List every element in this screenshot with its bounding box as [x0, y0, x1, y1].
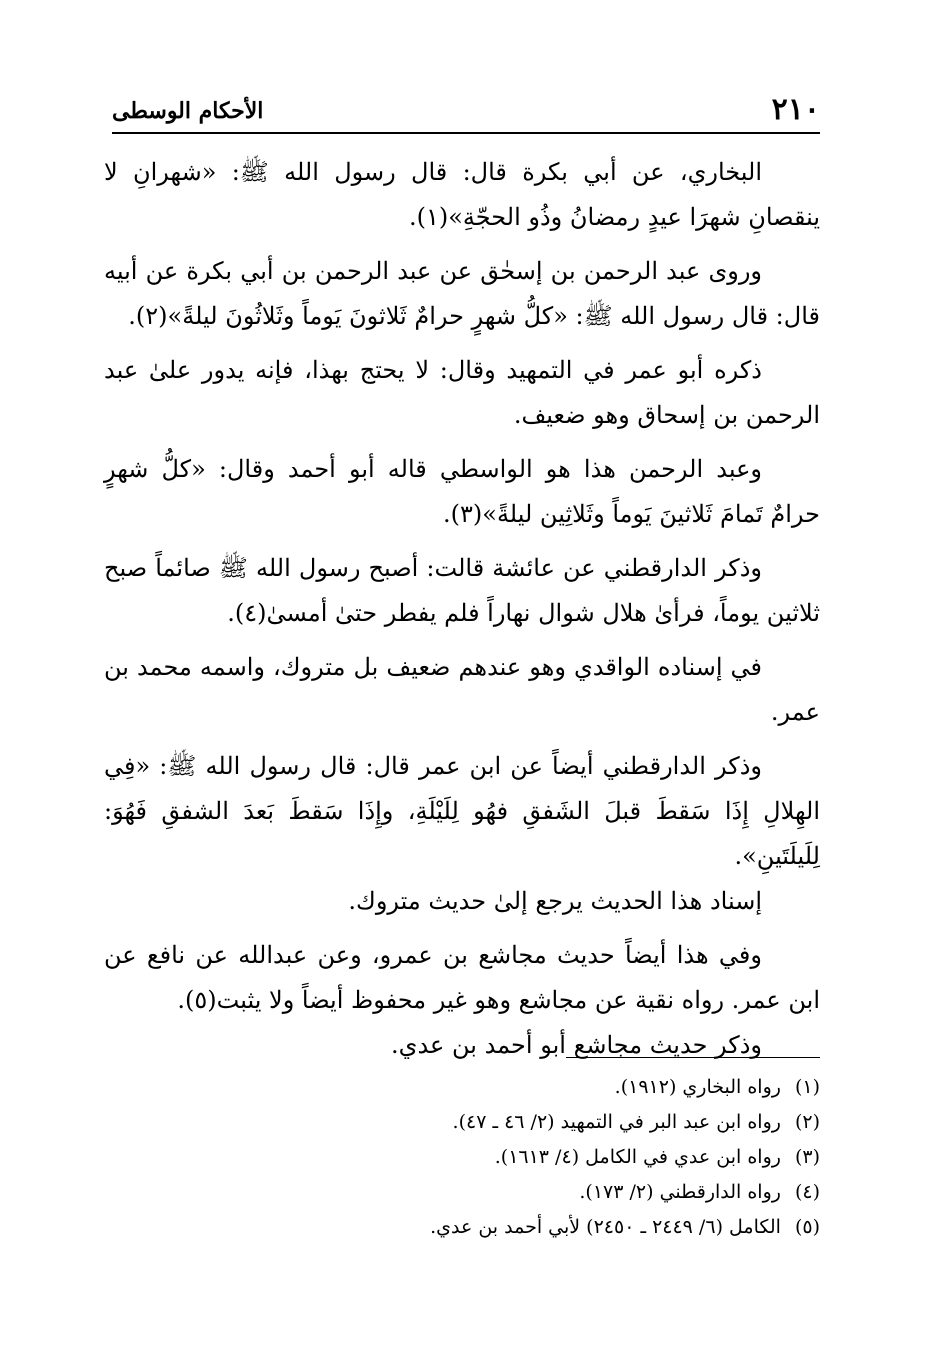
paragraph: البخاري، عن أبي بكرة قال: قال رسول الله ﷺ: «شهرانِ لا ينقصانِ شهرَا عيدٍ رمضانُ وذُو الحجّةِ»(١). — [104, 158, 820, 231]
footnote — [104, 1105, 820, 1140]
footnote-text: رواه ابن عدي في الكامل (٤/ ١٦١٣). — [494, 1146, 781, 1168]
footnote-number: (٥) — [794, 1216, 820, 1238]
footnote-separator — [566, 1057, 820, 1058]
paragraph: ذكره أبو عمر في التمهيد وقال: لا يحتج بهذا، فإنه يدور علىٰ عبد الرحمن بن إسحاق وهو ضعيف. — [104, 356, 820, 429]
paragraph: وذكر الدارقطني أيضاً عن ابن عمر قال: قال رسول الله ﷺ: «فِي الهِلالِ إِذَا سَقطَ قبلَ الشَفقِ فهُو لِلَيْلَةِ، وإِذَا سَقطَ بَعدَ الشفقِ فَهُوَ: لِلَيلَتَينِ». — [104, 752, 820, 870]
header-rule — [112, 132, 820, 134]
footnote-number: (٣) — [794, 1146, 820, 1168]
paragraph: وعبد الرحمن هذا هو الواسطي قاله أبو أحمد وقال: «كلُّ شهرٍ حرامٌ تَمامَ ثَلاثينَ يَوماً وثَلاثِين ليلةً»(٣). — [104, 455, 820, 528]
running-title: الأحكام الوسطى — [112, 98, 264, 124]
footnote — [104, 1140, 820, 1175]
paragraph: وذكر الدارقطني عن عائشة قالت: أصبح رسول الله ﷺ صائماً صبح ثلاثين يوماً، فرأىٰ هلال شوال نهاراً فلم يفطر حتىٰ أمسىٰ(٤). — [104, 554, 820, 627]
footnote-number: (١) — [794, 1076, 820, 1098]
footnote-text: رواه الدارقطني (٢/ ١٧٣). — [579, 1181, 781, 1203]
footnotes — [104, 1070, 820, 1245]
page-header — [112, 92, 820, 132]
footnote-text: رواه ابن عبد البر في التمهيد (٢/ ٤٦ ـ ٤٧). — [452, 1111, 781, 1133]
footnote — [104, 1175, 820, 1210]
paragraph: وفي هذا أيضاً حديث مجاشع بن عمرو، وعن عبدالله عن نافع عن ابن عمر. رواه نقية عن مجاشع وهو غير محفوظ أيضاً ولا يثبت(٥). — [104, 941, 820, 1014]
paragraph: وروى عبد الرحمن بن إسحٰق عن عبد الرحمن بن أبي بكرة عن أبيه قال: قال رسول الله ﷺ: «كلُّ شهرٍ حرامٌ ثَلاثونَ يَوماً وثَلاثُونَ ليلةً»(٢). — [104, 257, 820, 330]
footnote-text: الكامل (٦/ ٢٤٤٩ ـ ٢٤٥٠) لأبي أحمد بن عدي. — [430, 1216, 781, 1238]
footnote-text: رواه البخاري (١٩١٢). — [614, 1076, 781, 1098]
footnote — [104, 1070, 820, 1105]
paragraph: وذكر حديث مجاشع أبو أحمد بن عدي. — [391, 1031, 762, 1059]
main-text — [104, 150, 820, 1077]
paragraph: إسناد هذا الحديث يرجع إلىٰ حديث متروك. — [348, 887, 762, 915]
footnote-number: (٤) — [794, 1181, 820, 1203]
page-number: ٢١٠ — [771, 92, 820, 127]
paragraph: في إسناده الواقدي وهو عندهم ضعيف بل متروك، واسمه محمد بن عمر. — [104, 653, 820, 726]
footnote — [104, 1210, 820, 1245]
footnote-number: (٢) — [794, 1111, 820, 1133]
